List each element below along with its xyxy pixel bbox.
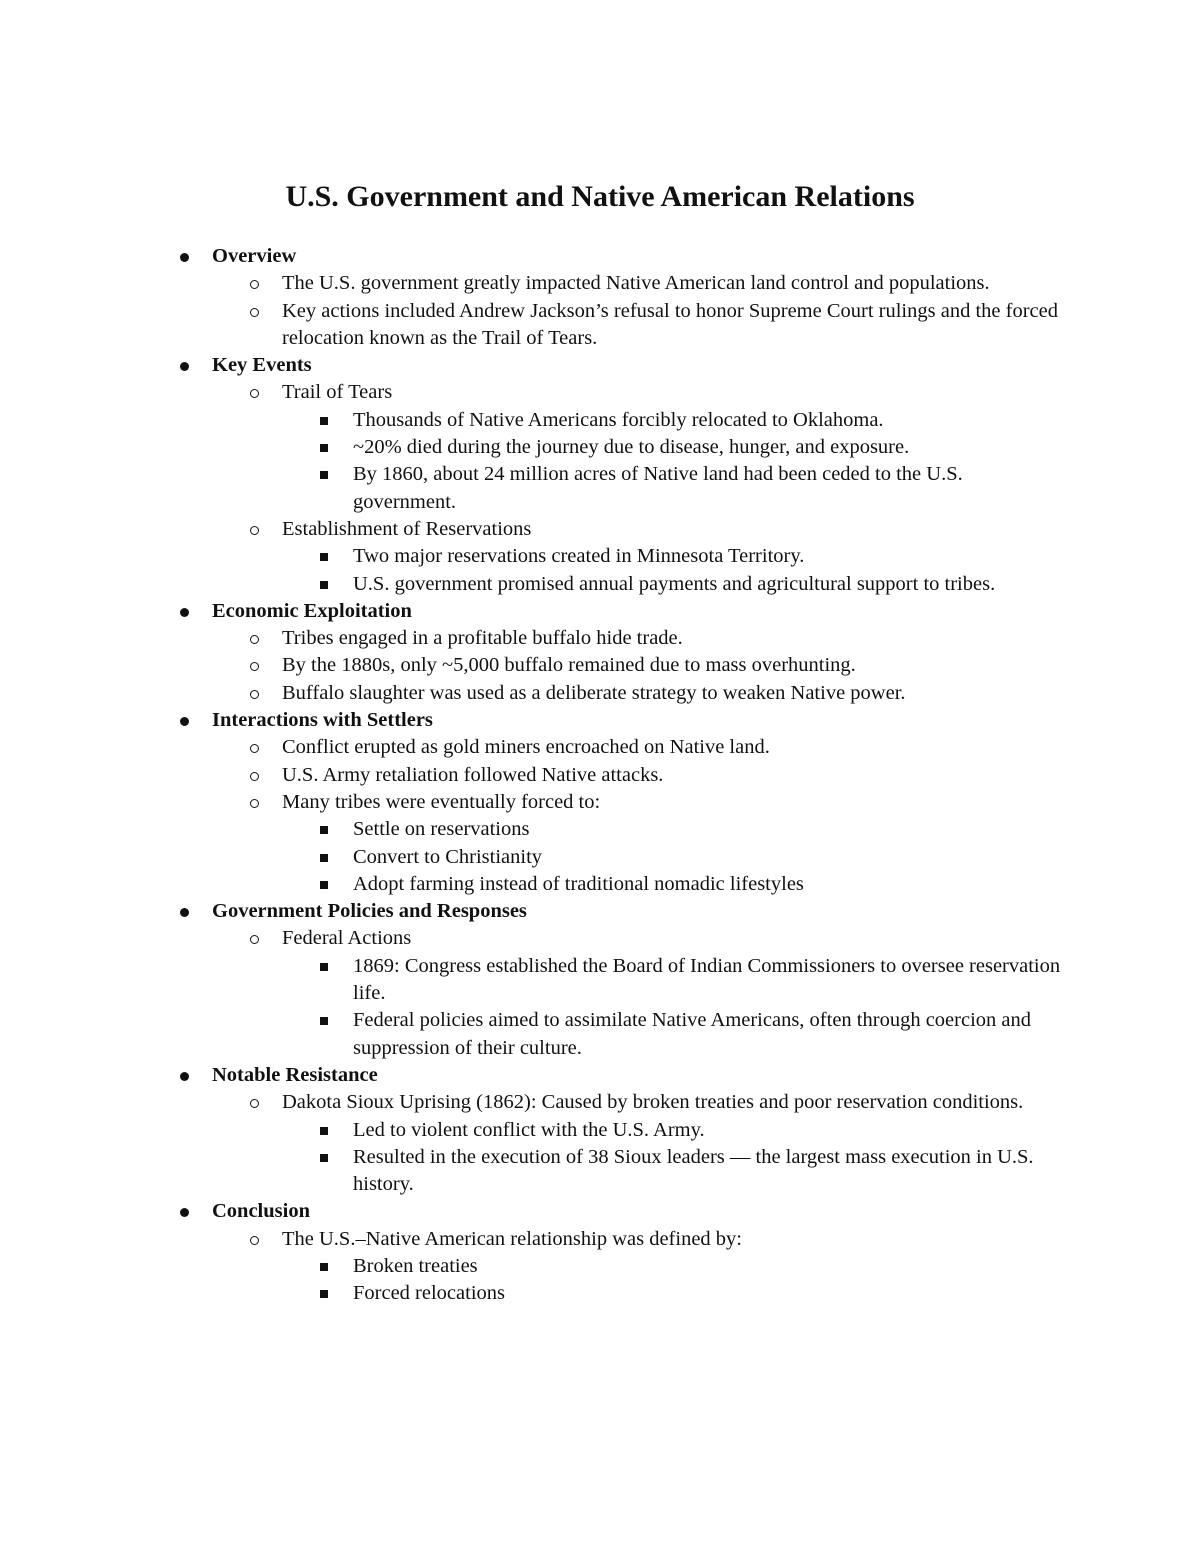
sub-list-item — [282, 543, 1063, 570]
sub-items-list — [211, 816, 1062, 898]
list-item — [212, 680, 1062, 707]
sub-list-item-text: Broken treaties — [353, 1254, 478, 1277]
list-item-text: The U.S.–Native American relationship was defined by: — [282, 1227, 742, 1250]
sub-list-item — [282, 816, 1063, 843]
section-heading: Conclusion — [212, 1200, 310, 1223]
list-item — [212, 1089, 1062, 1198]
sub-list-item — [282, 1280, 1063, 1307]
outline-list — [0, 243, 1200, 1308]
bullet-square-icon — [320, 581, 328, 589]
list-item — [212, 1226, 1062, 1308]
bullet-circle-icon — [250, 526, 259, 535]
sub-items-list — [211, 543, 1062, 598]
sub-items-list — [211, 407, 1062, 516]
sub-list-item — [282, 1144, 1063, 1199]
sub-list-item — [282, 407, 1063, 434]
section-items-list — [0, 734, 1072, 898]
document-title: U.S. Government and Native American Relations — [285, 180, 915, 213]
list-item-text: Dakota Sioux Uprising (1862): Caused by broken treaties and poor reservation conditions. — [282, 1091, 1024, 1114]
sub-list-item-text: Forced relocations — [353, 1282, 505, 1305]
section-heading: Economic Exploitation — [212, 599, 412, 622]
sub-list-item-text: By 1860, about 24 million acres of Native land had been ceded to the U.S. government. — [353, 463, 963, 513]
bullet-square-icon — [320, 826, 328, 834]
bullet-circle-icon — [250, 1236, 259, 1245]
bullet-square-icon — [320, 444, 328, 452]
bullet-square-icon — [320, 1017, 328, 1025]
section-item — [0, 352, 1072, 598]
section-item — [0, 243, 1072, 352]
bullet-circle-icon — [250, 308, 259, 317]
list-item-text: The U.S. government greatly impacted Native American land control and populations. — [282, 272, 990, 295]
bullet-circle-icon — [250, 280, 259, 289]
bullet-disc-icon — [180, 253, 189, 262]
bullet-disc-icon — [180, 608, 189, 617]
sub-list-item-text: Convert to Christianity — [353, 845, 543, 868]
sub-list-item-text: 1869: Congress established the Board of Indian Commissioners to oversee reservation life. — [353, 954, 1061, 1005]
sub-list-item — [282, 571, 1063, 598]
list-item-text: Tribes engaged in a profitable buffalo hide trade. — [282, 627, 683, 650]
sub-list-item-text: ~20% died during the journey due to disease, hunger, and exposure. — [353, 436, 910, 459]
bullet-circle-icon — [250, 690, 259, 699]
list-item — [212, 734, 1062, 761]
section-item — [0, 898, 1072, 1062]
sub-list-item — [282, 461, 1063, 516]
sub-items-list — [211, 953, 1062, 1062]
section-heading: Government Policies and Responses — [212, 900, 527, 923]
sub-list-item-text: Federal policies aimed to assimilate Native Americans, often through coercion and suppression of their culture. — [353, 1009, 1031, 1059]
document-body — [0, 243, 1200, 1308]
list-item — [212, 379, 1062, 515]
section-item — [0, 598, 1072, 707]
sub-list-item — [282, 871, 1063, 898]
bullet-circle-icon — [250, 1099, 259, 1108]
bullet-disc-icon — [180, 362, 189, 371]
section-items-list — [0, 1089, 1072, 1198]
list-item — [212, 789, 1062, 898]
bullet-square-icon — [320, 471, 328, 479]
list-item-text: Conflict erupted as gold miners encroached on Native land. — [282, 736, 770, 759]
section-items-list — [0, 1226, 1072, 1308]
list-item-text: By the 1880s, only ~5,000 buffalo remained due to mass overhunting. — [282, 654, 856, 677]
bullet-square-icon — [320, 1154, 328, 1162]
sub-list-item — [282, 1007, 1063, 1062]
bullet-square-icon — [320, 417, 328, 425]
section-items-list — [0, 270, 1072, 352]
bullet-disc-icon — [180, 908, 189, 917]
bullet-square-icon — [320, 854, 328, 862]
section-items-list — [0, 925, 1072, 1061]
sub-list-item — [282, 1117, 1063, 1144]
list-item — [212, 270, 1062, 297]
sub-list-item-text: Settle on reservations — [353, 818, 530, 841]
section-item — [0, 707, 1072, 898]
section-item — [0, 1198, 1072, 1307]
sub-list-item — [282, 1253, 1063, 1280]
list-item-text: Federal Actions — [282, 927, 412, 950]
bullet-disc-icon — [180, 1072, 189, 1081]
section-items-list — [0, 625, 1072, 707]
section-item — [0, 1062, 1072, 1198]
list-item-text: Key actions included Andrew Jackson’s refusal to honor Supreme Court rulings and the forced relocation known as the Trail of Tears. — [282, 299, 1058, 349]
list-item — [212, 516, 1062, 598]
list-item-text: Buffalo slaughter was used as a deliberate strategy to weaken Native power. — [282, 681, 906, 704]
sub-list-item-text: Two major reservations created in Minnesota Territory. — [353, 545, 805, 568]
sub-list-item-text: U.S. government promised annual payments and agricultural support to tribes. — [353, 572, 996, 595]
list-item — [212, 625, 1062, 652]
bullet-circle-icon — [250, 799, 259, 808]
sub-list-item — [282, 434, 1063, 461]
bullet-disc-icon — [180, 717, 189, 726]
list-item — [212, 298, 1062, 353]
bullet-square-icon — [320, 1290, 328, 1298]
section-heading: Key Events — [212, 354, 312, 377]
section-items-list — [0, 379, 1072, 597]
bullet-circle-icon — [250, 389, 259, 398]
bullet-circle-icon — [250, 662, 259, 671]
bullet-circle-icon — [250, 635, 259, 644]
bullet-circle-icon — [250, 772, 259, 781]
bullet-square-icon — [320, 1263, 328, 1271]
list-item-text: Many tribes were eventually forced to: — [282, 790, 601, 813]
bullet-square-icon — [320, 553, 328, 561]
section-heading: Interactions with Settlers — [212, 709, 433, 732]
sub-items-list — [211, 1253, 1062, 1308]
sub-list-item-text: Resulted in the execution of 38 Sioux leaders — the largest mass execution in U.S. history. — [353, 1145, 1034, 1196]
bullet-disc-icon — [180, 1208, 189, 1217]
bullet-circle-icon — [250, 744, 259, 753]
sub-items-list — [211, 1117, 1062, 1199]
list-item-text: Establishment of Reservations — [282, 517, 532, 540]
list-item — [212, 925, 1062, 1061]
bullet-square-icon — [320, 881, 328, 889]
sub-list-item — [282, 844, 1063, 871]
section-heading: Overview — [212, 245, 297, 267]
sub-list-item — [282, 953, 1063, 1008]
list-item — [212, 762, 1062, 789]
bullet-square-icon — [320, 963, 328, 971]
section-heading: Notable Resistance — [212, 1063, 378, 1086]
list-item-text: U.S. Army retaliation followed Native attacks. — [282, 763, 664, 786]
sub-list-item-text: Thousands of Native Americans forcibly relocated to Oklahoma. — [353, 408, 884, 431]
sub-list-item-text: Led to violent conflict with the U.S. Army. — [353, 1118, 705, 1141]
list-item-text: Trail of Tears — [282, 381, 393, 404]
list-item — [212, 652, 1062, 679]
sub-list-item-text: Adopt farming instead of traditional nomadic lifestyles — [353, 872, 804, 895]
bullet-square-icon — [320, 1127, 328, 1135]
bullet-circle-icon — [250, 935, 259, 944]
